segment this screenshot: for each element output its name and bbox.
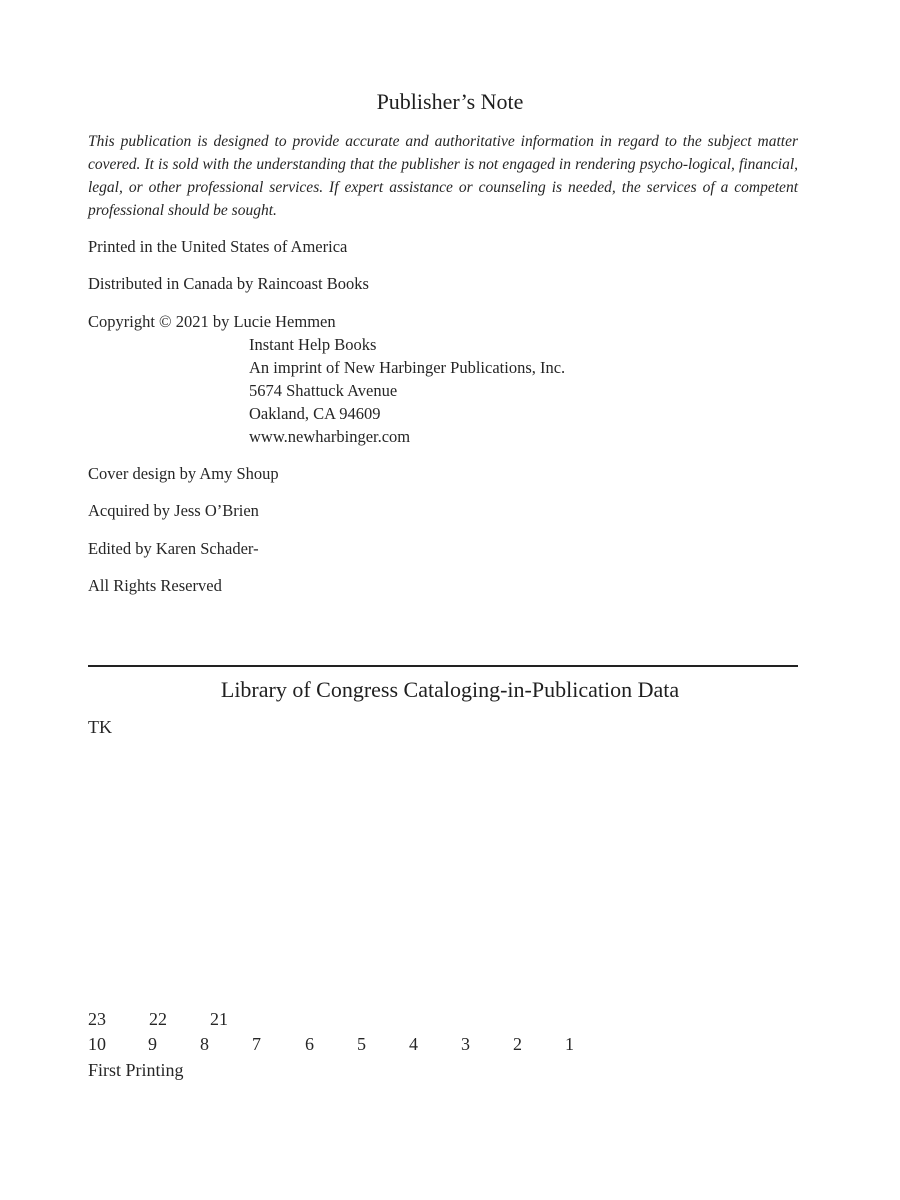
printing-number: 3: [461, 1034, 470, 1054]
rights-reserved: All Rights Reserved: [88, 576, 222, 595]
printing-number: 7: [252, 1034, 261, 1054]
acquired-by-credit: Acquired by Jess O’Brien: [88, 501, 259, 520]
printing-year: 21: [210, 1009, 228, 1029]
printing-year: 23: [88, 1009, 106, 1029]
printing-label: First Printing: [88, 1060, 184, 1080]
publisher-website: www.newharbinger.com: [249, 427, 411, 446]
publishers-note-text: This publication is designed to provide accurate and authoritative information in regard to the subject matter covered. It is sold with the understanding that the publisher is not engaged in rendering psycho-logical, financial, legal, or other professional services. If expert assistance or counseling is needed, the services of a competent professional should be sought.: [88, 133, 798, 219]
printing-number: 5: [357, 1034, 366, 1054]
printing-number: 1: [565, 1034, 574, 1054]
printing-year: 22: [149, 1009, 167, 1029]
publisher-street: 5674 Shattuck Avenue: [249, 381, 398, 400]
publisher-name: Instant Help Books: [249, 335, 377, 354]
printing-number: 9: [148, 1034, 157, 1054]
cip-text: TK: [88, 717, 112, 737]
section-divider: [88, 665, 798, 667]
printing-number: 6: [305, 1034, 314, 1054]
printed-in-line: Printed in the United States of America: [88, 237, 348, 256]
printing-number: 8: [200, 1034, 209, 1054]
publisher-city: Oakland, CA 94609: [249, 404, 381, 423]
publisher-imprint: An imprint of New Harbinger Publications, Inc.: [249, 358, 566, 377]
cip-title: Library of Congress Cataloging-in-Publication Data: [220, 677, 680, 702]
printing-number: 4: [409, 1034, 418, 1054]
publishers-note-title: Publisher’s Note: [376, 89, 524, 114]
printing-number: 10: [88, 1034, 106, 1054]
edited-by-credit: Edited by Karen Schader-: [88, 539, 259, 558]
distribution-line: Distributed in Canada by Raincoast Books: [88, 274, 369, 293]
copyright-line: Copyright © 2021 by Lucie Hemmen: [88, 312, 336, 331]
cover-design-credit: Cover design by Amy Shoup: [88, 464, 279, 483]
printing-number: 2: [513, 1034, 522, 1054]
